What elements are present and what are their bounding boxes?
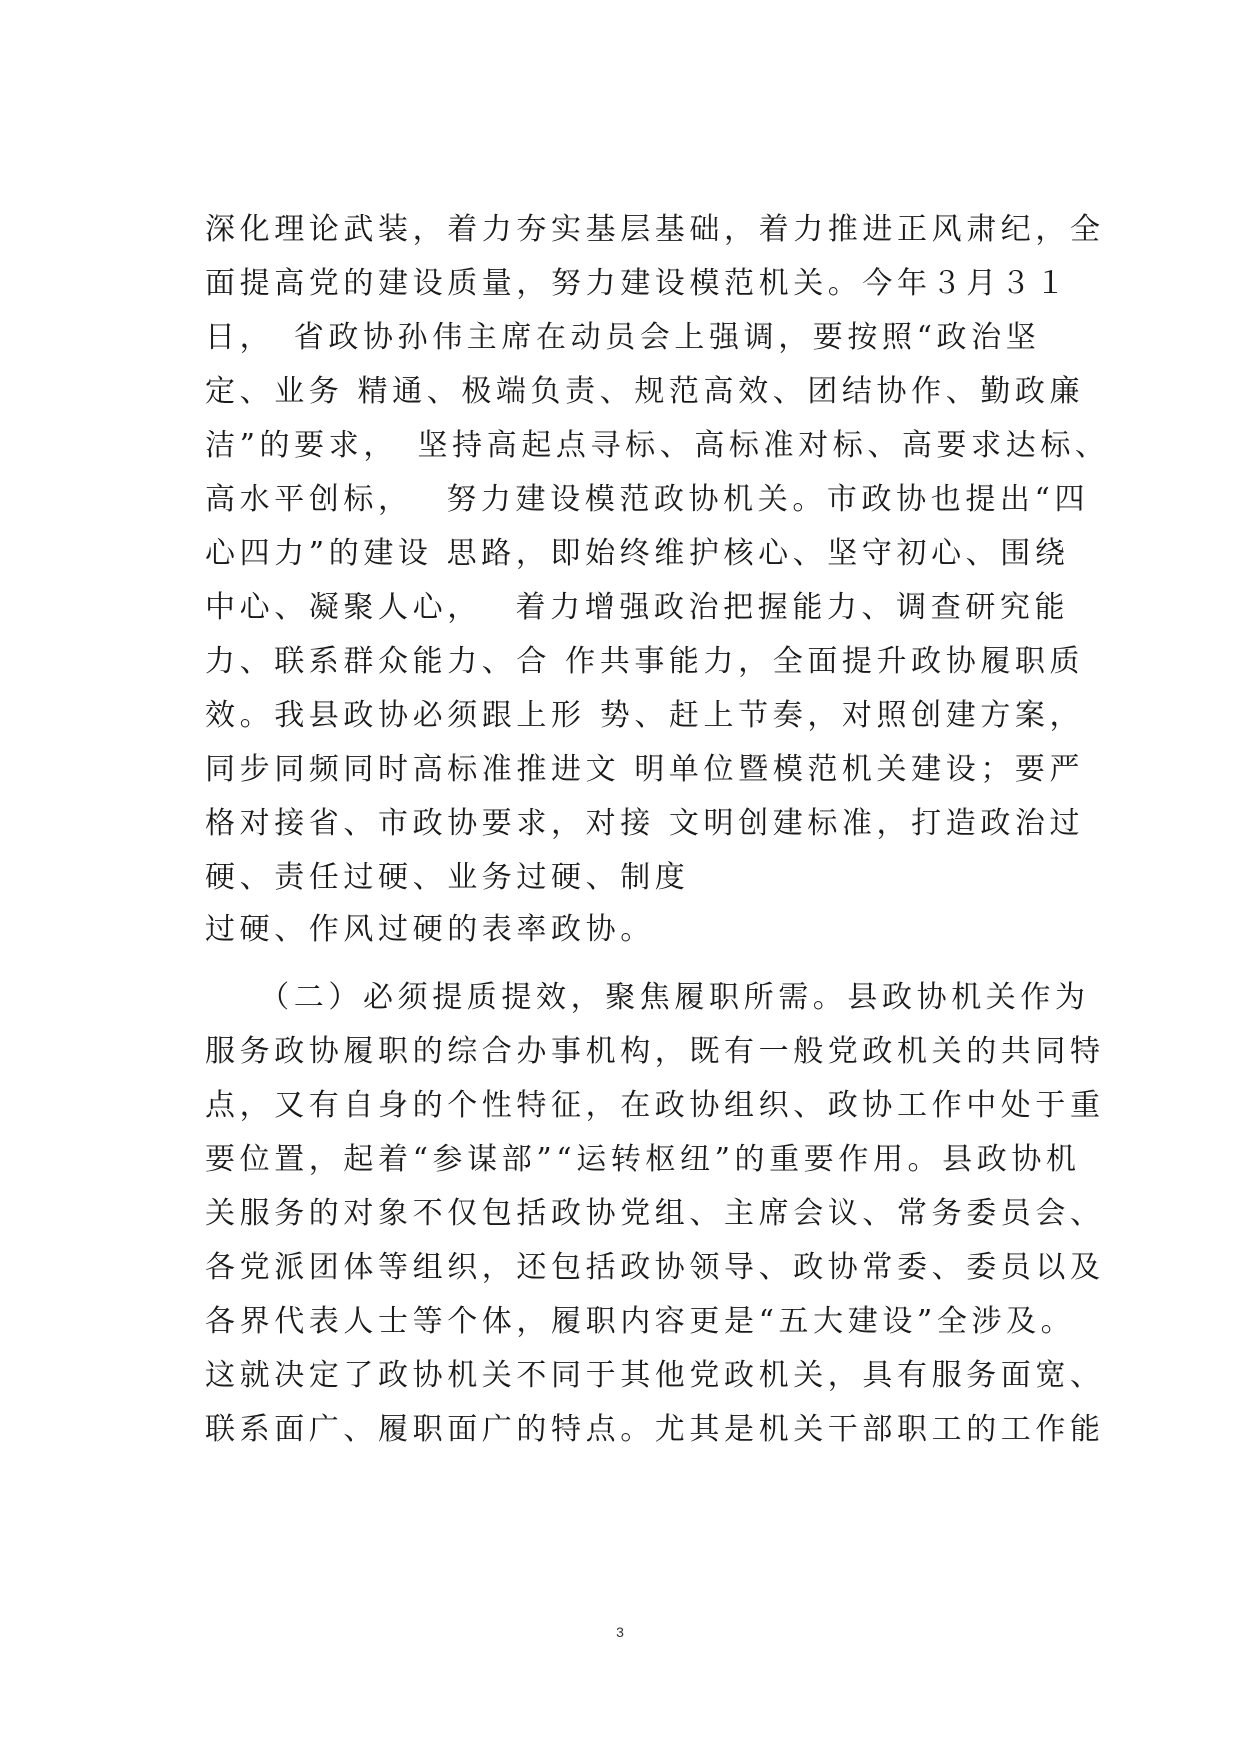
text-line: 洁”的要求， 坚持高起点寻标、高标准对标、高要求达标、: [205, 428, 1110, 463]
text-line: 要位置，起着“参谋部”“运转枢纽”的重要作用。县政协机: [205, 1142, 1081, 1177]
text-line: 心四力”的建设 思路，即始终维护核心、坚守初心、围绕: [205, 536, 1070, 571]
text-line: 各党派团体等组织，还包括政协领导、政协常委、委员以及: [205, 1250, 1105, 1285]
text-line: 格对接省、市政协要求，对接 文明创建标准，打造政治过: [205, 806, 1085, 841]
text-line: 深化理论武装，着力夯实基层基础，着力推进正风肃纪，全: [205, 212, 1105, 247]
text-line: 关服务的对象不仅包括政协党组、主席会议、常务委员会、: [205, 1196, 1105, 1231]
text-line: 效。我县政协必须跟上形 势、赶上节奏，对照创建方案，: [205, 698, 1085, 733]
text-line: 面提高党的建设质量，努力建设模范机关。今年３月３１: [205, 266, 1070, 301]
text-line: 服务政协履职的综合办事机构，既有一般党政机关的共同特: [205, 1034, 1105, 1069]
paragraph-heading-line: （二）必须提质提效，聚焦履职所需。县政协机关作为: [205, 980, 1090, 1015]
text-line: 高水平创标， 努力建设模范政协机关。市政协也提出“四: [205, 482, 1090, 517]
text-line: 中心、凝聚人心， 着力增强政治把握能力、调查研究能: [205, 590, 1070, 625]
text-line: 过硬、作风过硬的表率政协。: [205, 912, 655, 947]
text-line: 定、业务 精通、极端负责、规范高效、团结协作、勤政廉: [205, 374, 1085, 409]
text-line: 硬、责任过硬、业务过硬、制度: [205, 860, 690, 895]
text-line: 力、联系群众能力、合 作共事能力，全面提升政协履职质: [205, 644, 1085, 679]
text-line: 同步同频同时高标准推进文 明单位暨模范机关建设；要严: [205, 752, 1085, 787]
text-line: 点，又有自身的个性特征，在政协组织、政协工作中处于重: [205, 1088, 1105, 1123]
page-number: 3: [616, 1624, 624, 1640]
text-line: 日， 省政协孙伟主席在动员会上强调，要按照“政治坚: [205, 320, 1041, 355]
text-line: 这就决定了政协机关不同于其他党政机关，具有服务面宽、: [205, 1358, 1105, 1393]
text-line: 各界代表人士等个体，履职内容更是“五大建设”全涉及。: [205, 1304, 1076, 1339]
text-line: 联系面广、履职面广的特点。尤其是机关干部职工的工作能: [205, 1412, 1105, 1447]
